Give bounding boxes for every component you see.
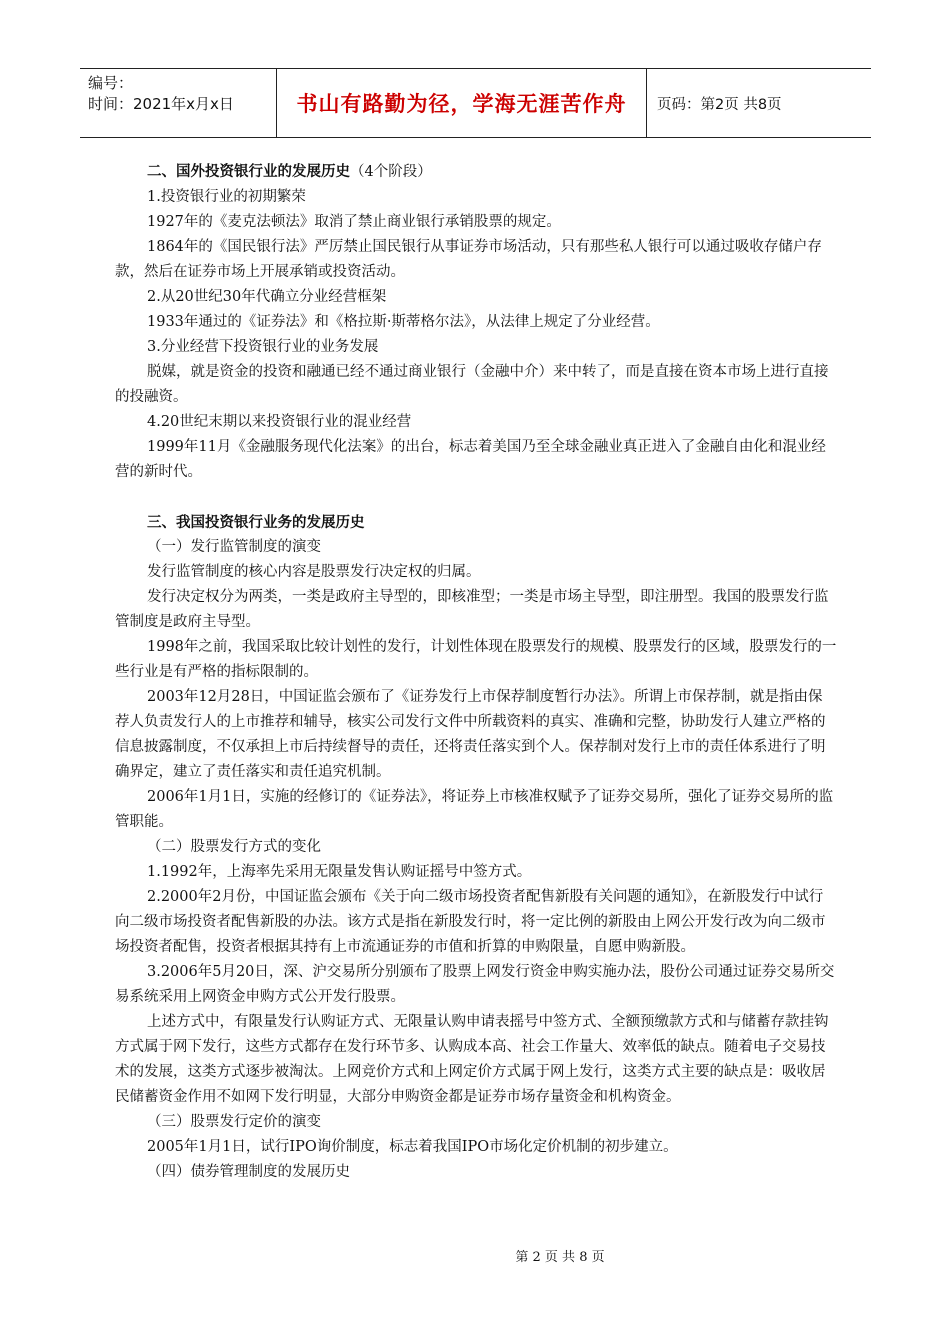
paragraph: 2005年1月1日，试行IPO询价制度，标志着我国IPO市场化定价机制的初步建立。 xyxy=(147,1139,678,1155)
paragraph: 3.2006年5月20日，深、沪交易所分别颁布了股票上网发行资金申购实施办法，股份公司通过证券交易所交易系统采用上网资金申购方式公开发行股票。 xyxy=(115,964,835,1005)
document-body xyxy=(115,159,837,1185)
paragraph: 2.从20世纪30年代确立分业经营框架 xyxy=(147,289,387,305)
paragraph: 2003年12月28日，中国证监会颁布了《证券发行上市保荐制度暂行办法》。所谓上市保荐制，就是指由保荐人负责发行人的上市推荐和辅导，核实公司发行文件中所载资料的真实、准确和完整，协助发行人建立严格的信息披露制度，不仅承担上市后持续督导的责任，还将责任落实到个人。保荐制对发行上市的责任体系进行了明确界定，建立了责任落实和责任追究机制。 xyxy=(115,689,826,780)
paragraph: 发行决定权分为两类，一类是政府主导型的，即核准型；一类是市场主导型，即注册型。我国的股票发行监管制度是政府主导型。 xyxy=(115,589,829,630)
paragraph: 2006年1月1日，实施的经修订的《证券法》，将证券上市核准权赋予了证券交易所，强化了证券交易所的监管职能。 xyxy=(115,789,834,830)
motto: 书山有路勤为径，学海无涯苦作舟 xyxy=(296,92,627,116)
paragraph: 3.分业经营下投资银行业的业务发展 xyxy=(147,339,379,355)
page-footer xyxy=(0,1246,950,1265)
paragraph: 1998年之前，我国采取比较计划性的发行，计划性体现在股票发行的规模、股票发行的区域，股票发行的一些行业是有严格的指标限制的。 xyxy=(115,639,837,680)
paragraph: 上述方式中，有限量发行认购证方式、无限量认购申请表摇号中签方式、全额预缴款方式和与储蓄存款挂钩方式属于网下发行，这些方式都存在发行环节多、认购成本高、社会工作量大、效率低的缺点。随着电子交易技术的发展，这类方式逐步被淘汰。上网竞价方式和上网定价方式属于网上发行，这类方式主要的缺点是：吸收居民储蓄资金作用不如网下发行明显，大部分申购资金都是证券市场存量资金和机构资金。 xyxy=(115,1014,829,1105)
page-header xyxy=(80,68,871,138)
subheading: （三）股票发行定价的演变 xyxy=(147,1114,321,1130)
footer-page-number: 第 2 页 共 8 页 xyxy=(515,1250,605,1265)
paragraph: 4.20世纪末期以来投资银行业的混业经营 xyxy=(147,414,412,430)
spacer xyxy=(115,485,837,510)
number-label: 编号： xyxy=(88,74,134,92)
header-page-code xyxy=(647,69,871,137)
subheading: （一）发行监管制度的演变 xyxy=(147,539,321,555)
paragraph: 1864年的《国民银行法》严厉禁止国民银行从事证券市场活动，只有那些私人银行可以通过吸收存储户存款，然后在证券市场上开展承销或投资活动。 xyxy=(115,239,822,280)
paragraph: 1.1992年，上海率先采用无限量发售认购证摇号中签方式。 xyxy=(147,864,532,880)
heading-text: 二、国外投资银行业的发展历史 xyxy=(147,163,350,180)
heading-foreign-history xyxy=(115,159,837,185)
page-code: 页码：第2页 共8页 xyxy=(657,96,782,113)
subheading: （二）股票发行方式的变化 xyxy=(147,839,321,855)
heading-suffix: （4个阶段） xyxy=(350,164,432,180)
paragraph: 1933年通过的《证券法》和《格拉斯·斯蒂格尔法》，从法律上规定了分业经营。 xyxy=(147,314,660,330)
heading-domestic-history: 三、我国投资银行业务的发展历史 xyxy=(147,514,365,531)
paragraph: 1999年11月《金融服务现代化法案》的出台，标志着美国乃至全球金融业真正进入了金融自由化和混业经营的新时代。 xyxy=(115,439,826,480)
paragraph: 1927年的《麦克法顿法》取消了禁止商业银行承销股票的规定。 xyxy=(147,214,561,230)
paragraph: 1.投资银行业的初期繁荣 xyxy=(147,189,306,205)
paragraph: 2.2000年2月份，中国证监会颁布《关于向二级市场投资者配售新股有关问题的通知》，在新股发行中试行向二级市场投资者配售新股的办法。该方式是指在新股发行时，将一定比例的新股由上网公开发行改为向二级市场投资者配售，投资者根据其持有上市流通证券的市值和折算的申购限量，自愿申购新股。 xyxy=(115,889,826,955)
paragraph: 脱媒，就是资金的投资和融通已经不通过商业银行（金融中介）来中转了，而是直接在资本市场上进行直接的投融资。 xyxy=(115,364,829,405)
subheading: （四）债券管理制度的发展历史 xyxy=(147,1164,350,1180)
header-meta xyxy=(80,69,277,137)
paragraph: 发行监管制度的核心内容是股票发行决定权的归属。 xyxy=(147,564,481,580)
header-motto-cell xyxy=(277,69,647,137)
time-label: 时间：2021年x月x日 xyxy=(88,95,234,113)
